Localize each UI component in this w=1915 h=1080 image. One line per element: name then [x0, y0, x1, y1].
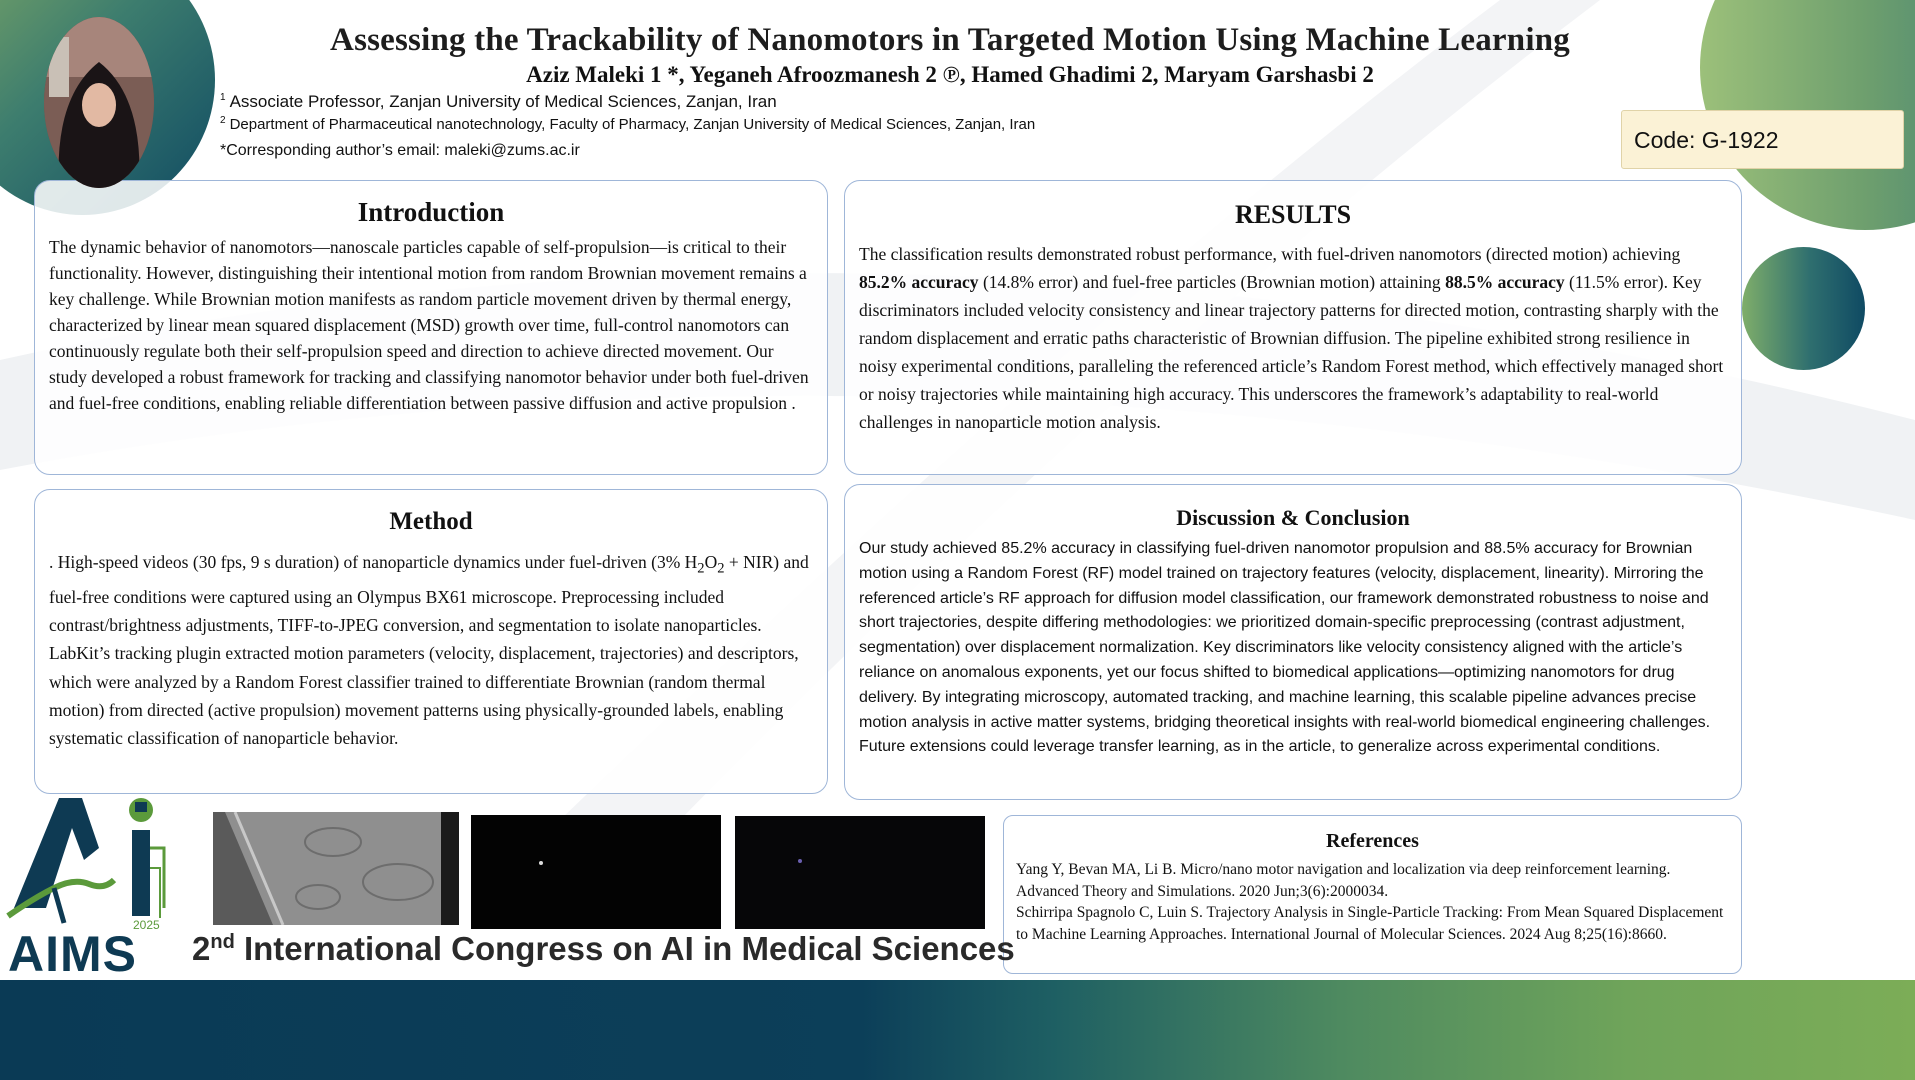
- references-list: [1004, 853, 1741, 945]
- method-heading: Method: [389, 508, 473, 535]
- results-text: [845, 230, 1741, 436]
- references-heading: References: [1326, 830, 1419, 852]
- introduction-heading: Introduction: [357, 197, 505, 227]
- microscopy-image-1: [213, 812, 459, 925]
- introduction-text: The dynamic behavior of nanomotors—nanoscale particles capable of self-propulsion—is critical to their functionality. However, distinguishing their intentional motion from random Brownian movement remains a key challenge. While Brownian motion manifests as random particle movement driven by thermal energy, characterized by linear mean squared displacement (MSD) growth over time, full-control nanomotors can continuously regulate both their self-propulsion speed and direction to achieve directed movement. Our study developed a robust framework for tracking and classifying nanomotor behavior under both fuel-driven and fuel-free conditions, enabling reliable differentiation between passive diffusion and active propulsion .: [49, 237, 809, 413]
- references-section: [1003, 815, 1742, 974]
- results-fuel-free-accuracy: 88.5% accuracy: [1445, 272, 1565, 292]
- results-fuel-driven-accuracy: 85.2% accuracy: [859, 272, 979, 292]
- results-text-part-3: (11.5% error). Key discriminators included velocity consistency and linear trajectory patterns for directed motion, contrasting sharply with the random displacement and erratic paths characteristic of Brownian diffusion. The pipeline exhibited strong resilience in noisy experimental conditions, paralleling the referenced article’s Random Forest method, which effectively managed short or noisy trajectories while maintaining high accuracy. This underscores the framework’s adaptability to real-world challenges in nanoparticle motion analysis.: [859, 272, 1724, 432]
- particle-dot: [539, 861, 543, 865]
- method-text-part-2: O: [704, 552, 718, 572]
- reference-item: Schirripa Spagnolo C, Luin S. Trajectory Analysis in Single-Particle Tracking: From Mean Squared Displacement to Machine Learning Approaches. International Journal of Molecular Sciences. 2024 Aug 8;25(16):8660.: [1016, 904, 1724, 943]
- congress-title: International Congress on AI in Medical Sciences: [243, 930, 1015, 967]
- congress-name: [192, 930, 1015, 968]
- decor-circle-right: [1742, 247, 1865, 370]
- affiliation-2: [220, 115, 1035, 133]
- aims-logo-year: 2025: [133, 918, 160, 932]
- results-text-part-1: The classification results demonstrated robust performance, with fuel-driven nanomotors (directed motion) achieving: [859, 244, 1681, 264]
- poster-title: Assessing the Trackability of Nanomotors in Targeted Motion Using Machine Learning: [330, 22, 1570, 58]
- corresponding-author: *Corresponding author’s email: maleki@zums.ac.ir: [220, 142, 580, 159]
- author-photo: [44, 17, 154, 188]
- method-subscript-1: 2: [697, 560, 705, 577]
- congress-ordinal-number: 2: [192, 930, 211, 967]
- method-section: [34, 489, 828, 794]
- congress-ordinal-suffix: nd: [210, 931, 235, 953]
- microscopy-image-2: [471, 815, 721, 929]
- results-text-part-2: (14.8% error) and fuel-free particles (Brownian motion) attaining: [978, 272, 1446, 292]
- affiliation-1-mark: 1: [220, 92, 226, 104]
- method-text-part-3: + NIR) and fuel-free conditions were captured using an Olympus BX61 microscope. Preprocessing included contrast/brightness adjustments, TIFF-to-JPEG conversion, and segmentation to isolate nanoparticles. LabKit’s tracking plugin extracted motion parameters (velocity, displacement, trajectories) and descriptors, which were analyzed by a Random Forest classifier trained to differentiate Brownian (random thermal motion) from directed (active propulsion) movement patterns using physically-grounded labels, enabling systematic classification of nanoparticle behavior.: [49, 552, 809, 749]
- microscopy-image-3: [735, 816, 985, 929]
- particle-dot: [798, 859, 802, 863]
- results-section: [844, 180, 1742, 475]
- affiliation-2-mark: 2: [220, 115, 226, 126]
- introduction-section: [34, 180, 828, 475]
- affiliation-1-text: Associate Professor, Zanjan University of Medical Sciences, Zanjan, Iran: [229, 92, 777, 111]
- method-text: [35, 536, 827, 753]
- reference-item: Yang Y, Bevan MA, Li B. Micro/nano motor navigation and localization via deep reinforcement learning. Advanced Theory and Simulations. 2020 Jun;3(6):2000034.: [1016, 861, 1671, 900]
- affiliation-2-text: Department of Pharmaceutical nanotechnology, Faculty of Pharmacy, Zanjan University of Medical Sciences, Zanjan, Iran: [229, 116, 1036, 133]
- poster-code-badge: Code: G-1922: [1621, 110, 1904, 169]
- discussion-section: [844, 484, 1742, 800]
- method-subscript-2: 2: [717, 560, 725, 577]
- discussion-heading: Discussion & Conclusion: [1176, 505, 1410, 530]
- affiliation-1: [220, 92, 777, 112]
- discussion-text: Our study achieved 85.2% accuracy in classifying fuel-driven nanomotor propulsion and 88.5% accuracy for Brownian motion using a Random Forest (RF) model trained on trajectory features (velocity, displacement, linearity). Mirroring the referenced article’s RF approach for diffusion model classification, our framework demonstrated robustness to noise and short trajectories, despite differing methodologies: we prioritized domain-specific preprocessing (contrast adjustment, segmentation) over displacement normalization. Key discriminators like velocity consistency aligned with the article’s reliance on anomalous exponents, yet our focus shifted to biomedical applications—optimizing nanomotors for drug delivery. By integrating microscopy, automated tracking, and machine learning, this scalable pipeline advances precise motion analysis in active matter systems, bridging theoretical insights with real-world biomedical engineering challenges. Future extensions could leverage transfer learning, as in the article, to generalize across experimental conditions.: [859, 540, 1711, 756]
- footer-band: [0, 980, 1915, 1080]
- results-heading: RESULTS: [1234, 200, 1352, 229]
- method-text-part-1: . High-speed videos (30 fps, 9 s duration) of nanoparticle dynamics under fuel-driven (3% H: [49, 552, 698, 572]
- aims-logo-text: AIMS: [8, 926, 137, 982]
- author-list: Aziz Maleki 1 *, Yeganeh Afroozmanesh 2 ℗, Hamed Ghadimi 2, Maryam Garshasbi 2: [526, 62, 1374, 87]
